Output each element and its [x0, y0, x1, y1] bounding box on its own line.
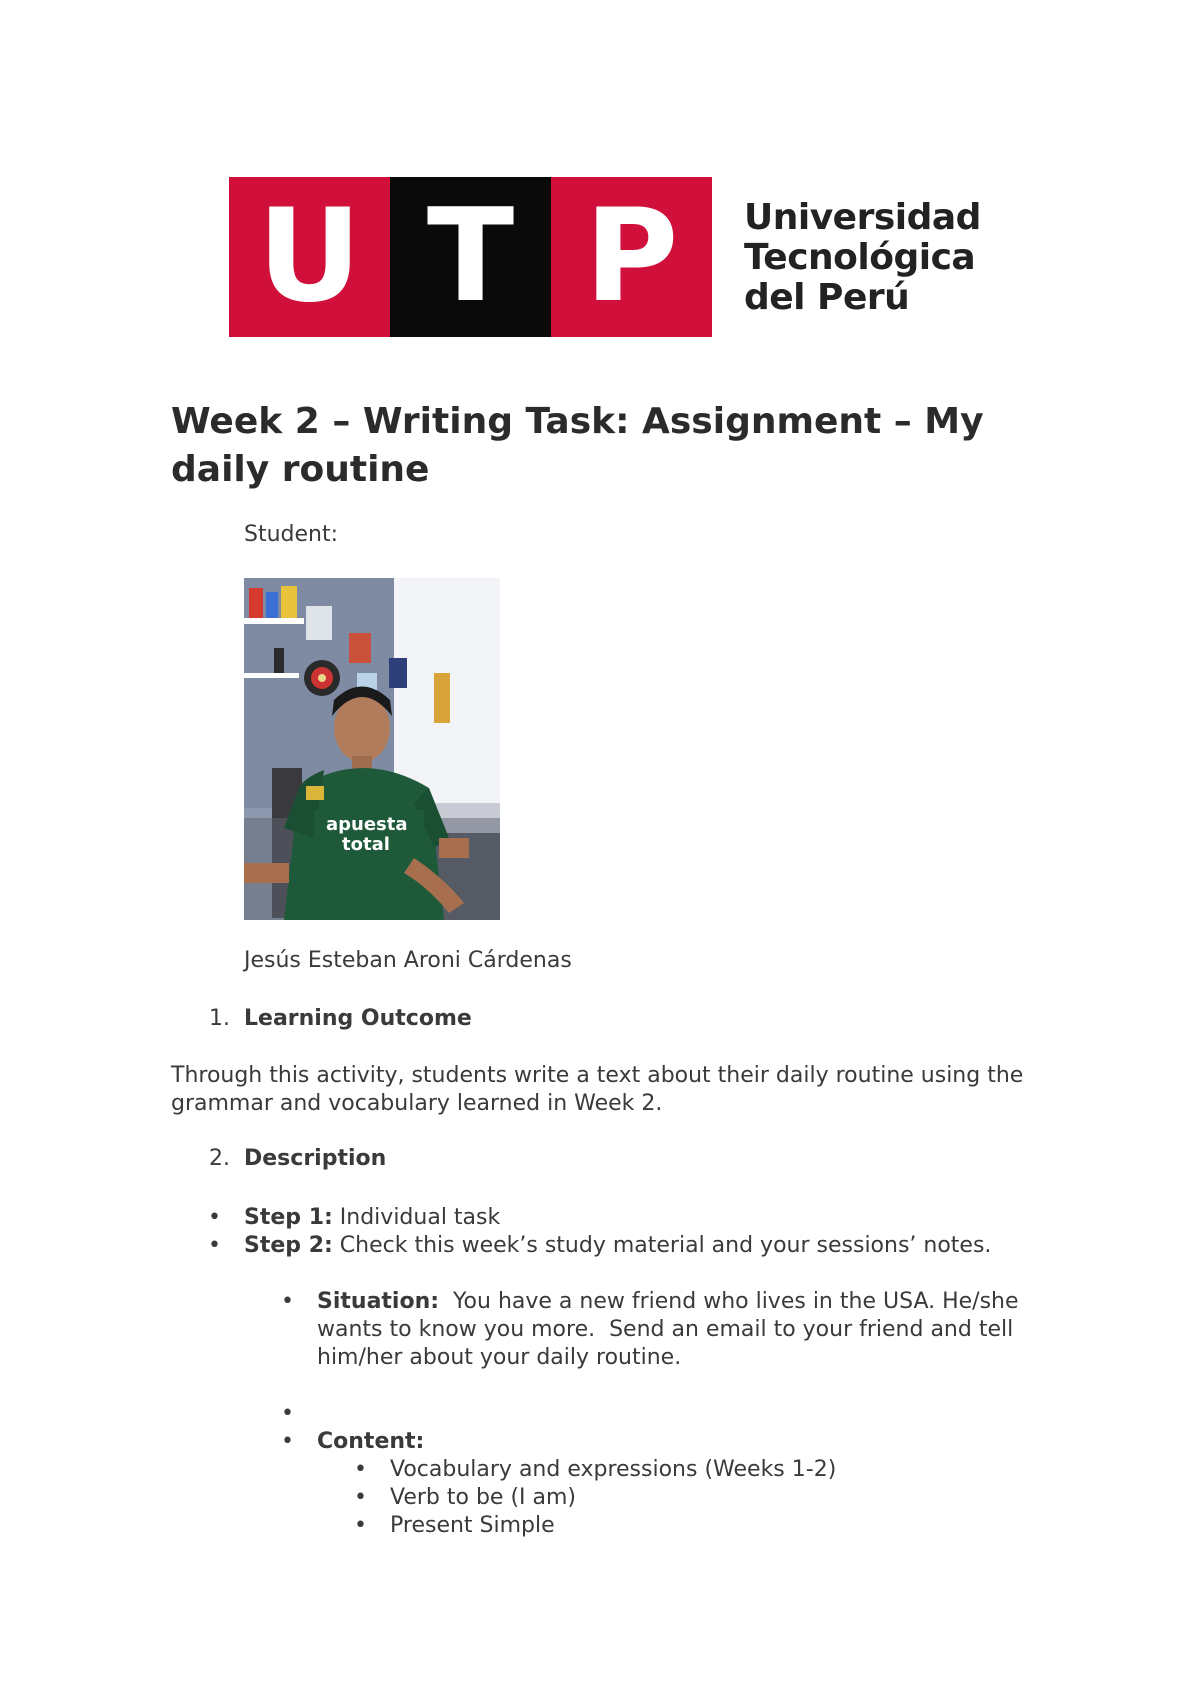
- bullet: •: [208, 1233, 221, 1258]
- bullet: •: [354, 1485, 367, 1510]
- situation-label: Situation:: [317, 1289, 440, 1314]
- section-title: Description: [244, 1146, 387, 1171]
- step-label: Step 2:: [244, 1233, 333, 1258]
- utp-logo: [229, 177, 712, 337]
- content-item-text: Verb to be (I am): [390, 1485, 577, 1510]
- bullet: •: [354, 1457, 367, 1482]
- section-number: 2.: [209, 1146, 230, 1171]
- logo-letter-t: T: [390, 177, 551, 337]
- page-title: Week 2 – Writing Task: Assignment – My daily routine: [171, 401, 984, 490]
- content-label: Content:: [317, 1429, 425, 1454]
- step-label: Step 1:: [244, 1205, 333, 1230]
- university-name-line-3: del Perú: [744, 277, 910, 318]
- situation-text: You have a new friend who lives in the USA. He/she wants to know you more. Send an email to your friend and tell him/her about your daily routine.: [317, 1289, 1026, 1370]
- bullet: •: [208, 1205, 221, 1230]
- learning-outcome-text: Through this activity, students write a text about their daily routine using the grammar and vocabulary learned in Week 2.: [171, 1063, 1024, 1116]
- section-title: Learning Outcome: [244, 1006, 472, 1031]
- student-name: Jesús Esteban Aroni Cárdenas: [244, 948, 572, 973]
- student-label: Student:: [244, 522, 339, 547]
- student-photo-illustration: [244, 578, 500, 920]
- content-item-text: Present Simple: [390, 1513, 555, 1538]
- svg-text:apuesta: apuesta: [326, 814, 408, 835]
- logo-letter-u: U: [229, 177, 390, 337]
- bullet: •: [281, 1429, 294, 1454]
- student-photo: [244, 578, 500, 920]
- university-name-line-2: Tecnológica: [744, 237, 976, 278]
- step-text: Individual task: [332, 1205, 501, 1230]
- content-item-text: Vocabulary and expressions (Weeks 1-2): [390, 1457, 837, 1482]
- section-number: 1.: [209, 1006, 230, 1031]
- university-name-line-1: Universidad: [744, 197, 981, 238]
- university-name: [744, 198, 981, 318]
- bullet: •: [281, 1401, 294, 1426]
- logo-letter-p: P: [551, 177, 712, 337]
- bullet: •: [281, 1289, 294, 1314]
- step-text: Check this week’s study material and your sessions’ notes.: [332, 1233, 992, 1258]
- bullet: •: [354, 1513, 367, 1538]
- svg-text:total: total: [342, 834, 390, 855]
